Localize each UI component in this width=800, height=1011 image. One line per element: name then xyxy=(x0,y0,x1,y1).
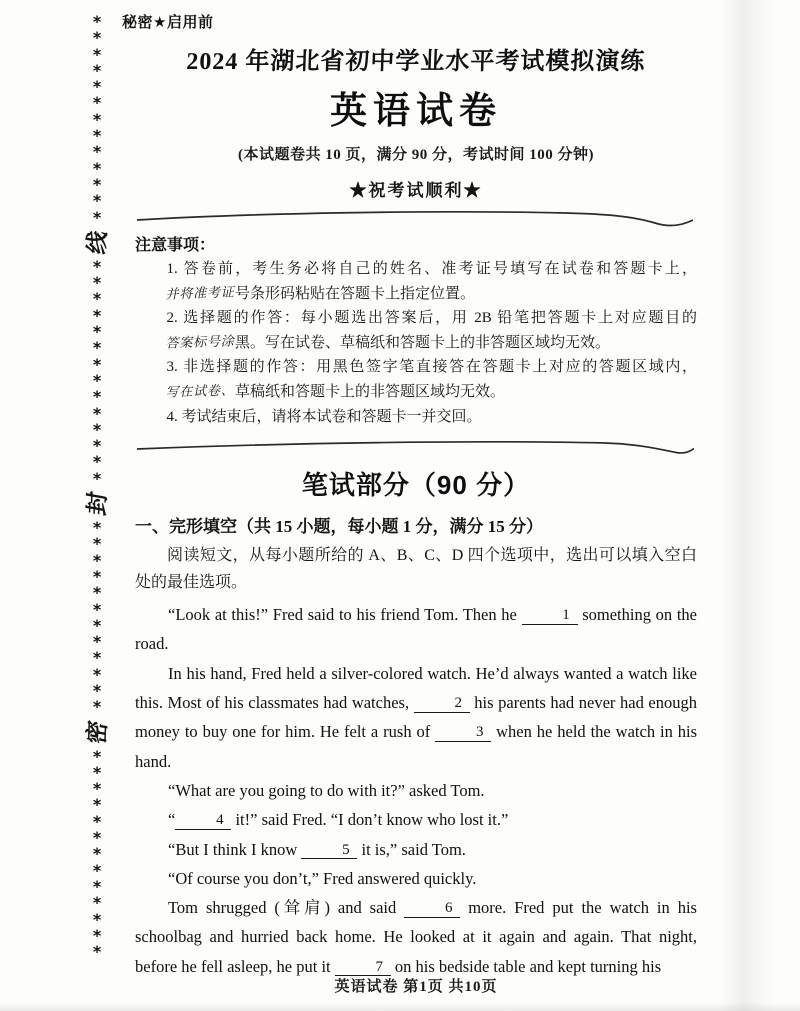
text-run: “Of course you don’t,” Fred answered quickly. xyxy=(168,868,477,888)
text-run: it is,” said Tom. xyxy=(357,839,466,859)
seal-asterisk: * xyxy=(92,126,102,146)
seal-asterisk: * xyxy=(92,142,102,162)
seal-asterisk: * xyxy=(92,44,102,64)
text-run: on his bedside table and kept turning his xyxy=(390,956,662,976)
exam-wish: ★祝考试顺利★ xyxy=(349,181,483,200)
text-run: 草稿纸和答题卡上的非答题区域均无效。 xyxy=(234,383,505,400)
seal-asterisk: * xyxy=(92,28,102,48)
seal-asterisk: * xyxy=(92,174,102,194)
seal-character: 封 xyxy=(84,489,110,518)
text-run: more. Fred put the watch in his schoolbag and hurried back home. He looked at it again and again. That night, before he fell asleep, he put it xyxy=(135,898,697,976)
seal-asterisk: * xyxy=(92,77,102,97)
seal-asterisk: * xyxy=(92,811,102,831)
text-run: 4. 考试结束后，请将本试卷和答题卡一并交回。 xyxy=(166,408,482,425)
seal-asterisk: * xyxy=(92,273,102,293)
scan-bottom-edge xyxy=(0,1002,800,1011)
notice-divider-top xyxy=(135,204,697,230)
passage-paragraph xyxy=(135,776,697,805)
cloze-blank: 5 xyxy=(301,843,357,860)
seal-asterisk: * xyxy=(92,387,102,407)
seal-asterisk: * xyxy=(92,534,102,554)
seal-asterisk: * xyxy=(92,795,102,815)
seal-asterisk: * xyxy=(92,925,102,945)
seal-asterisk: * xyxy=(92,305,102,325)
seal-asterisk: * xyxy=(92,762,102,782)
cloze-blank: 1 xyxy=(522,608,578,625)
seal-asterisk: * xyxy=(92,844,102,864)
text-run: something on the road. xyxy=(135,605,697,654)
cloze-blank: 2 xyxy=(414,696,470,713)
text-run: 1. 答卷前，考生务必将自己的姓名、准考证号填写在试卷和答题卡上， xyxy=(166,261,697,277)
seal-asterisk: * xyxy=(92,860,102,880)
seal-asterisk: * xyxy=(92,12,102,31)
seal-asterisk: * xyxy=(92,338,102,358)
written-section-heading: 笔试部分（90 分） xyxy=(301,470,531,501)
classification-label: 秘密★启用前 xyxy=(122,14,214,31)
seal-asterisk: * xyxy=(92,158,102,178)
seal-asterisk: * xyxy=(92,518,102,538)
seal-asterisk: * xyxy=(92,566,102,586)
notice-list xyxy=(135,257,697,429)
seal-asterisk: * xyxy=(92,909,102,929)
cloze-blank: 7 xyxy=(335,960,391,977)
seal-asterisk: * xyxy=(92,632,102,652)
seal-asterisk: * xyxy=(92,322,102,342)
text-run: In his hand, Fred held a silver-colored watch. He’d always wanted a watch like this. Most of his classmates had watches, xyxy=(135,663,697,713)
text-run: “Look at this!” Fred said to his friend Tom. Then he xyxy=(168,605,522,625)
passage-paragraph xyxy=(135,600,697,659)
seal-character: 线 xyxy=(84,228,110,257)
text-run: 号条形码粘贴在答题卡上指定位置。 xyxy=(234,285,475,302)
seal-asterisk: * xyxy=(92,289,102,309)
text-run: Tom shrugged (耸肩) and said xyxy=(168,898,405,918)
seal-asterisk: * xyxy=(92,779,102,799)
cloze-blank: 6 xyxy=(404,901,460,918)
seal-asterisk: * xyxy=(92,615,102,635)
text-run: when he held the watch in his hand. xyxy=(135,722,697,771)
text-run: “ xyxy=(168,810,176,830)
notice-item xyxy=(135,306,697,355)
text-run: 黑。写在试卷、草稿纸和答题卡上的非答题区域均无效。 xyxy=(234,334,610,351)
notice-item xyxy=(135,405,697,430)
seal-asterisk: * xyxy=(92,550,102,570)
cloze-blank: 3 xyxy=(435,725,491,742)
seal-asterisk: * xyxy=(92,680,102,700)
passage-paragraph xyxy=(135,835,697,864)
seal-asterisk: * xyxy=(92,664,102,684)
text-run: 2. 选择题的作答：每小题选出答案后，用 2B 铅笔把答题卡上对应题目的 xyxy=(166,310,697,327)
seal-asterisk: * xyxy=(92,93,102,113)
handwritten-text: 并将准考证 xyxy=(165,283,237,302)
paper-info: (本试题卷共 10 页，满分 90 分，考试时间 100 分钟) xyxy=(238,147,594,163)
seal-asterisk: * xyxy=(92,60,102,80)
seal-asterisk: * xyxy=(92,828,102,848)
scan-shading-band xyxy=(720,0,772,1011)
passage-paragraph xyxy=(135,864,697,893)
part-one-instructions: 阅读短文，从每小题所给的 A、B、C、D 四个选项中，选出可以填入空白处的最佳选项。 xyxy=(135,547,697,592)
passage-paragraph xyxy=(135,805,697,834)
notice-heading: 注意事项： xyxy=(135,237,216,254)
cloze-passage xyxy=(135,600,697,981)
seal-asterisk: * xyxy=(92,942,102,962)
seal-asterisk: * xyxy=(92,599,102,619)
seal-asterisk: * xyxy=(92,468,102,488)
seal-asterisk: * xyxy=(92,207,102,227)
notice-divider-bottom xyxy=(135,432,697,458)
seal-asterisk: * xyxy=(92,436,102,456)
seal-asterisk: * xyxy=(92,256,102,276)
handwritten-text: 答案标号涂 xyxy=(165,333,237,351)
exam-page xyxy=(122,0,698,981)
seal-asterisk: * xyxy=(92,648,102,668)
part-one-title-main: 一、完形填空 xyxy=(135,517,237,537)
text-run: “But I think I know xyxy=(168,839,302,859)
seal-asterisk: * xyxy=(92,697,102,717)
part-one-title-score: （共 15 小题，每小题 1 分，满分 15 分） xyxy=(237,517,543,537)
part-one-title xyxy=(135,512,697,537)
seal-asterisk: * xyxy=(92,419,102,439)
seal-asterisk: * xyxy=(92,403,102,423)
text-run: it!” said Fred. “I don’t know who lost it.” xyxy=(231,810,509,830)
notice-item xyxy=(135,355,697,404)
text-run: 3. 非选择题的作答：用黑色签字笔直接答在答题卡上对应的答题区域内， xyxy=(166,359,697,376)
text-run: his parents had never had enough money to buy one for him. He felt a rush of xyxy=(135,693,698,742)
seal-asterisk: * xyxy=(92,109,102,129)
seal-asterisk: * xyxy=(92,191,102,211)
seal-asterisk: * xyxy=(92,583,102,603)
seal-character: 密 xyxy=(84,718,110,746)
seal-column xyxy=(84,14,110,960)
seal-asterisk: * xyxy=(92,452,102,472)
subject-title: 英语试卷 xyxy=(330,90,502,131)
passage-paragraph xyxy=(135,659,697,776)
cloze-blank: 4 xyxy=(175,813,231,830)
notice-item xyxy=(135,257,697,306)
seal-asterisk: * xyxy=(92,876,102,896)
seal-asterisk: * xyxy=(92,893,102,913)
passage-paragraph xyxy=(135,893,697,981)
text-run: “What are you going to do with it?” asked Tom. xyxy=(168,780,485,800)
seal-asterisk: * xyxy=(92,370,102,390)
handwritten-text: 写在试卷、 xyxy=(165,382,237,400)
seal-asterisk: * xyxy=(92,354,102,374)
page-footer: 英语试卷 第1页 共10页 xyxy=(334,979,498,995)
seal-asterisk: * xyxy=(92,746,102,766)
exam-title: 2024 年湖北省初中学业水平考试模拟演练 xyxy=(185,49,646,75)
